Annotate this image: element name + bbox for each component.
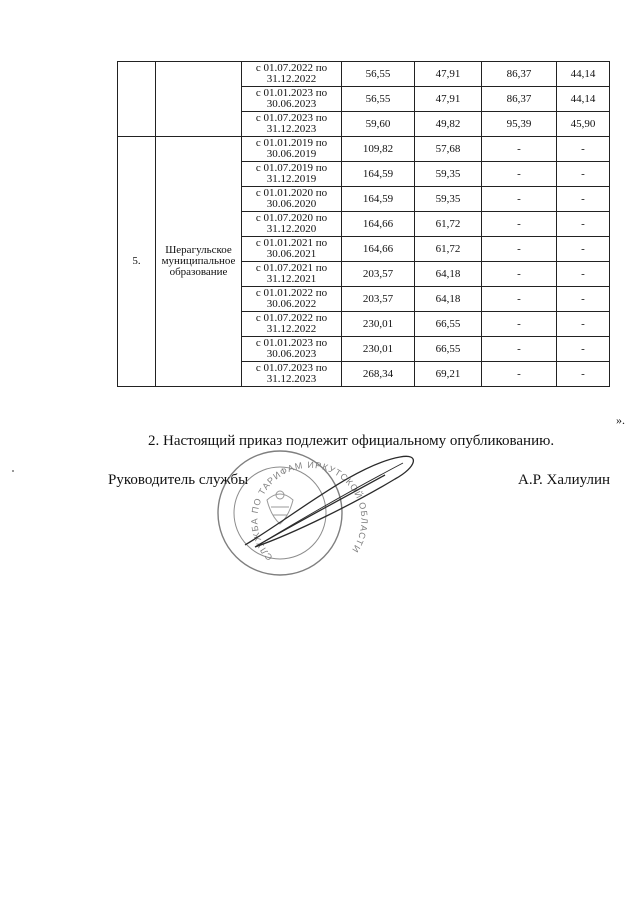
value-cell: -	[557, 212, 610, 237]
period-cell: с 01.01.2021 по 30.06.2021	[242, 237, 342, 262]
period-cell: с 01.07.2020 по 31.12.2020	[242, 212, 342, 237]
value-cell: 47,91	[415, 87, 482, 112]
value-cell: 230,01	[342, 312, 415, 337]
period-cell: с 01.01.2023 по 30.06.2023	[242, 337, 342, 362]
value-cell: -	[482, 287, 557, 312]
value-cell: 86,37	[482, 62, 557, 87]
svg-text:СЛУЖБА ПО ТАРИФАМ ИРКУТСКОЙ ОБ	[249, 460, 369, 563]
period-cell: с 01.01.2022 по 30.06.2022	[242, 287, 342, 312]
value-cell: -	[557, 262, 610, 287]
value-cell: 61,72	[415, 212, 482, 237]
value-cell: 69,21	[415, 362, 482, 387]
clause-paragraph: 2. Настоящий приказ подлежит официальному опубликованию.	[148, 433, 555, 449]
table-row	[118, 62, 610, 87]
value-cell: 56,55	[342, 87, 415, 112]
value-cell: -	[557, 362, 610, 387]
signer-title: Руководитель службы	[108, 472, 249, 488]
value-cell: 109,82	[342, 137, 415, 162]
period-cell: с 01.07.2023 по 31.12.2023	[242, 112, 342, 137]
period-cell: с 01.01.2020 по 30.06.2020	[242, 187, 342, 212]
period-cell: с 01.07.2022 по 31.12.2022	[242, 62, 342, 87]
value-cell: -	[557, 237, 610, 262]
value-cell: 57,68	[415, 137, 482, 162]
value-cell: 164,66	[342, 212, 415, 237]
value-cell: -	[557, 187, 610, 212]
value-cell: -	[482, 162, 557, 187]
municipality-cell	[156, 62, 242, 137]
value-cell: 64,18	[415, 287, 482, 312]
value-cell: 164,59	[342, 162, 415, 187]
period-cell: с 01.07.2022 по 31.12.2022	[242, 312, 342, 337]
value-cell: 203,57	[342, 262, 415, 287]
value-cell: -	[557, 287, 610, 312]
value-cell: 59,35	[415, 162, 482, 187]
value-cell: -	[482, 237, 557, 262]
value-cell: 164,66	[342, 237, 415, 262]
signer-name: А.Р. Халиулин	[518, 472, 611, 488]
table-group-sheragul	[118, 137, 610, 387]
period-cell: с 01.07.2023 по 31.12.2023	[242, 362, 342, 387]
period-cell: с 01.07.2021 по 31.12.2021	[242, 262, 342, 287]
value-cell: 49,82	[415, 112, 482, 137]
value-cell: -	[557, 312, 610, 337]
value-cell: 44,14	[557, 87, 610, 112]
period-cell: с 01.01.2019 по 30.06.2019	[242, 137, 342, 162]
period-cell: с 01.01.2023 по 30.06.2023	[242, 87, 342, 112]
period-cell: с 01.07.2019 по 31.12.2019	[242, 162, 342, 187]
value-cell: 44,14	[557, 62, 610, 87]
value-cell: 86,37	[482, 87, 557, 112]
official-stamp-seal	[205, 445, 425, 590]
value-cell: 64,18	[415, 262, 482, 287]
table-closing-quote: ».	[616, 413, 625, 427]
value-cell: 45,90	[557, 112, 610, 137]
table-group-previous	[118, 62, 610, 137]
value-cell: -	[482, 337, 557, 362]
value-cell: -	[482, 212, 557, 237]
value-cell: 95,39	[482, 112, 557, 137]
value-cell: -	[557, 337, 610, 362]
value-cell: -	[557, 162, 610, 187]
value-cell: 66,55	[415, 312, 482, 337]
value-cell: -	[482, 362, 557, 387]
table-row	[118, 137, 610, 162]
value-cell: -	[482, 312, 557, 337]
value-cell: 61,72	[415, 237, 482, 262]
value-cell: 66,55	[415, 337, 482, 362]
value-cell: -	[482, 262, 557, 287]
scan-speck	[12, 470, 14, 472]
value-cell: 59,35	[415, 187, 482, 212]
value-cell: 56,55	[342, 62, 415, 87]
tariff-table	[117, 61, 610, 387]
value-cell: -	[482, 137, 557, 162]
value-cell: 59,60	[342, 112, 415, 137]
value-cell: 230,01	[342, 337, 415, 362]
value-cell: 203,57	[342, 287, 415, 312]
value-cell: 268,34	[342, 362, 415, 387]
stamp-emblem-icon	[267, 491, 293, 524]
value-cell: -	[482, 187, 557, 212]
row-index-cell	[118, 62, 156, 137]
municipality-cell: Шерагульское муниципальное образование	[156, 137, 242, 387]
stamp-ring-text: СЛУЖБА ПО ТАРИФАМ ИРКУТСКОЙ ОБЛАСТИ	[249, 459, 370, 563]
value-cell: 47,91	[415, 62, 482, 87]
value-cell: -	[557, 137, 610, 162]
row-index-cell: 5.	[118, 137, 156, 387]
value-cell: 164,59	[342, 187, 415, 212]
